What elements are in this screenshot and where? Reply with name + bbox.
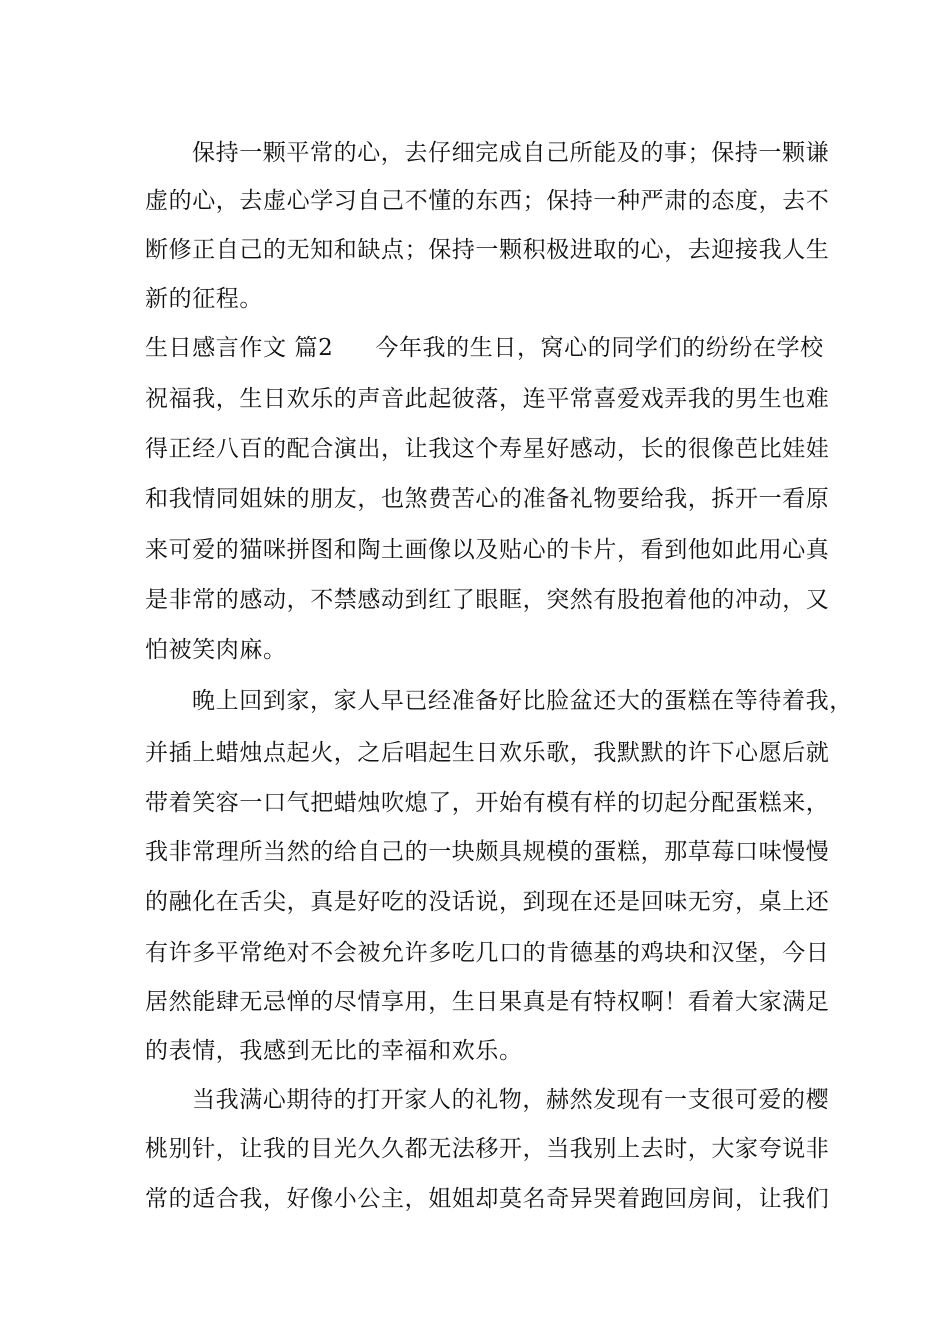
paragraph-2-line-2: 祝福我，生日欢乐的声音此起彼落，连平常喜爱戏弄我的男生也难 bbox=[145, 386, 830, 412]
paragraph-3-line-4: 我非常理所当然的给自己的一块颇具规模的蛋糕，那草莓口味慢慢 bbox=[145, 839, 830, 865]
paragraph-4-line-1: 当我满心期待的打开家人的礼物，赫然发现有一支很可爱的樱 bbox=[192, 1087, 830, 1113]
paragraph-2-line-1: 今年我的生日，窝心的同学们的纷纷在学校 bbox=[375, 335, 824, 361]
paragraph-2-line-3: 得正经八百的配合演出，让我这个寿星好感动，长的很像芭比娃娃 bbox=[145, 436, 830, 462]
paragraph-1-line-3: 断修正自己的无知和缺点；保持一颗积极进取的心，去迎接我人生 bbox=[145, 237, 830, 263]
paragraph-1-line-1: 保持一颗平常的心，去仔细完成自己所能及的事；保持一颗谦 bbox=[192, 140, 830, 166]
paragraph-1-line-4: 新的征程。 bbox=[145, 286, 263, 312]
paragraph-3-line-2: 并插上蜡烛点起火，之后唱起生日欢乐歌，我默默的许下心愿后就 bbox=[145, 740, 830, 766]
paragraph-3-line-8: 的表情，我感到无比的幸福和欢乐。 bbox=[145, 1038, 523, 1064]
paragraph-4-line-3: 常的适合我，好像小公主，姐姐却莫名奇异哭着跑回房间，让我们 bbox=[145, 1186, 830, 1212]
section-heading: 生日感言作文 篇2 bbox=[145, 335, 334, 361]
paragraph-3-line-7: 居然能肆无忌惮的尽情享用，生日果真是有特权啊！看着大家满足 bbox=[145, 989, 830, 1015]
paragraph-3-line-3: 带着笑容一口气把蜡烛吹熄了，开始有模有样的切起分配蛋糕来， bbox=[145, 790, 830, 816]
paragraph-3-line-5: 的融化在舌尖，真是好吃的没话说，到现在还是回味无穷，桌上还 bbox=[145, 889, 830, 915]
paragraph-2-line-6: 是非常的感动，不禁感动到红了眼眶，突然有股抱着他的冲动，又 bbox=[145, 587, 830, 613]
paragraph-2-line-4: 和我情同姐妹的朋友，也煞费苦心的准备礼物要给我，拆开一看原 bbox=[145, 486, 830, 512]
paragraph-3-line-6: 有许多平常绝对不会被允许多吃几口的肯德基的鸡块和汉堡，今日 bbox=[145, 940, 830, 966]
paragraph-2-line-5: 来可爱的猫咪拼图和陶土画像以及贴心的卡片，看到他如此用心真 bbox=[145, 537, 830, 563]
paragraph-4-line-2: 桃别针，让我的目光久久都无法移开，当我别上去时，大家夸说非 bbox=[145, 1136, 830, 1162]
paragraph-2-line-7: 怕被笑肉麻。 bbox=[145, 637, 287, 663]
paragraph-3-line-1: 晚上回到家，家人早已经准备好比脸盆还大的蛋糕在等待着我， bbox=[192, 688, 853, 714]
section-heading-row bbox=[145, 331, 845, 365]
paragraph-1-line-2: 虚的心，去虚心学习自己不懂的东西；保持一种严肃的态度，去不 bbox=[145, 188, 830, 214]
